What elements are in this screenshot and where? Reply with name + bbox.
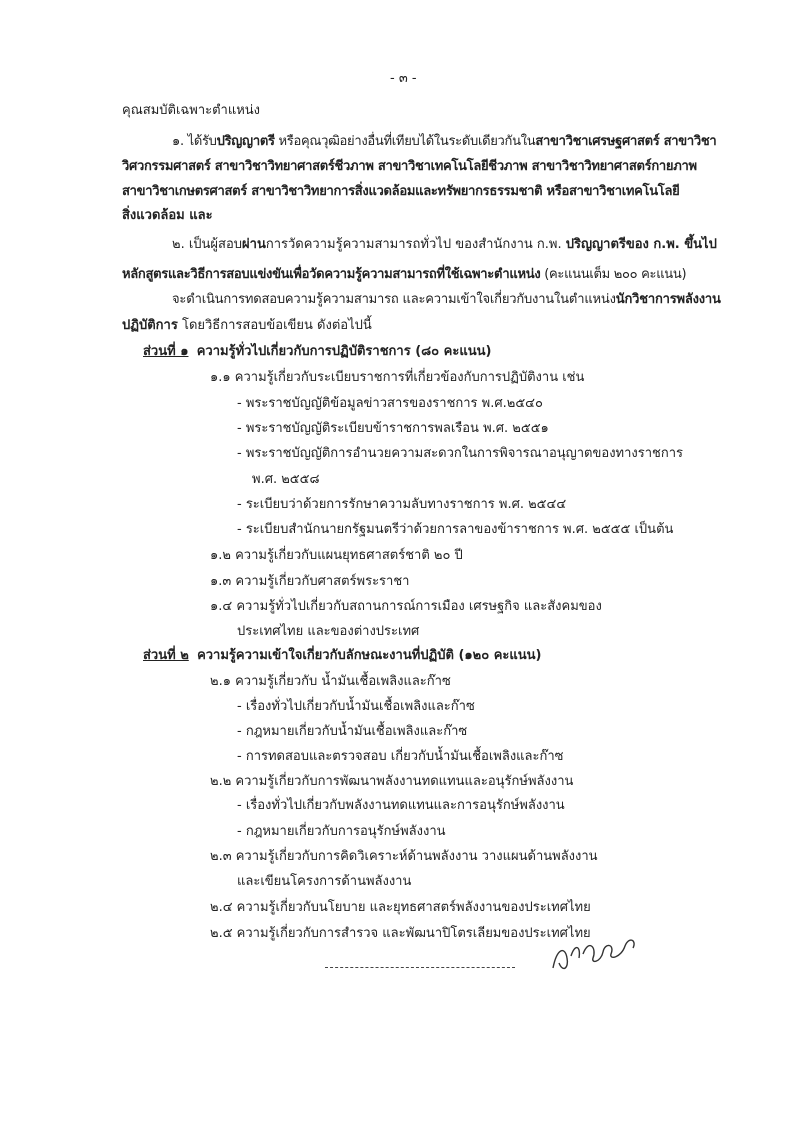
item-2-1: ๒.๑ ความรู้เกี่ยวกับ น้ำมันเชื้อเพลิงและก๊าซ: [210, 674, 451, 689]
item-1-2: ๑.๒ ความรู้เกี่ยวกับแผนยุทธศาสตร์ชาติ ๒๐ ปี: [210, 548, 463, 563]
item-2-3-continuation: และเขียนโครงการด้านพลังงาน: [237, 874, 412, 889]
bullet: - พระราชบัญญัติการอำนวยความสะดวกในการพิจารณาอนุญาตของทางราชการ: [237, 446, 684, 461]
item-2-4: ๒.๔ ความรู้เกี่ยวกับนโยบาย และยุทธศาสตร์พลังงานของประเทศไทย: [210, 900, 591, 915]
qualification-1-line4: สิ่งแวดล้อม และ: [122, 208, 213, 223]
intro-line2: ปฏิบัติการ โดยวิธีการสอบข้อเขียน ดังต่อไปนี้: [122, 318, 372, 333]
section-heading: คุณสมบัติเฉพาะตำแหน่ง: [122, 103, 261, 118]
curriculum-heading: หลักสูตรและวิธีการสอบแข่งขันเพื่อวัดความรู้ความสามารถที่ใช้เฉพาะตำแหน่ง (คะแนนเต็ม ๒๐๐ คะแนน): [122, 267, 687, 282]
page-number: - ๓ -: [390, 71, 417, 86]
bullet: - กฎหมายเกี่ยวกับการอนุรักษ์พลังงาน: [237, 824, 446, 839]
bullet: - ระเบียบว่าด้วยการรักษาความลับทางราชการ พ.ศ. ๒๕๔๔: [237, 497, 567, 512]
bullet: - พระราชบัญญัติระเบียบข้าราชการพลเรือน พ.ศ. ๒๕๕๑: [237, 421, 549, 436]
end-divider: [325, 967, 515, 968]
qualification-2: ๒. เป็นผู้สอบผ่านการวัดความรู้ความสามารถทั่วไป ของสำนักงาน ก.พ. ปริญญาตรีของ ก.พ. ขึ้นไป: [172, 237, 717, 252]
handwritten-signature: [545, 918, 645, 978]
item-1-4-continuation: ประเทศไทย และของต่างประเทศ: [237, 624, 420, 639]
intro-line1: จะดำเนินการทดสอบความรู้ความสามารถ และความเข้าใจเกี่ยวกับงานในตำแหน่งนักวิชาการพลังงาน: [172, 292, 721, 307]
bullet-continuation: พ.ศ. ๒๕๕๘: [252, 472, 320, 487]
item-1-1: ๑.๑ ความรู้เกี่ยวกับระเบียบราชการที่เกี่ยวข้องกับการปฏิบัติงาน เช่น: [210, 370, 585, 385]
bullet: - พระราชบัญญัติข้อมูลข่าวสารของราชการ พ.ศ.๒๕๔๐: [237, 396, 543, 411]
item-2-5: ๒.๕ ความรู้เกี่ยวกับการสำรวจ และพัฒนาปิโตรเลียมของประเทศไทย: [210, 926, 591, 941]
qualification-1-line2: วิศวกรรมศาสตร์ สาขาวิชาวิทยาศาสตร์ชีวภาพ สาขาวิชาเทคโนโลยีชีวภาพ สาขาวิชาวิทยาศาสตร์กายภาพ: [122, 159, 697, 174]
item-2-2: ๒.๒ ความรู้เกี่ยวกับการพัฒนาพลังงานทดแทนและอนุรักษ์พลังงาน: [210, 774, 574, 789]
bullet: - ระเบียบสำนักนายกรัฐมนตรีว่าด้วยการลาของข้าราชการ พ.ศ. ๒๕๕๕ เป็นต้น: [237, 522, 674, 537]
bullet: - การทดสอบและตรวจสอบ เกี่ยวกับน้ำมันเชื้อเพลิงและก๊าซ: [237, 749, 564, 764]
qualification-1: ๑. ได้รับปริญญาตรี หรือคุณวุฒิอย่างอื่นที่เทียบได้ในระดับเดียวกันในสาขาวิชาเศรษฐศาสตร์ สาขาวิชา: [172, 134, 717, 149]
item-2-3: ๒.๓ ความรู้เกี่ยวกับการคิดวิเคราะห์ด้านพลังงาน วางแผนด้านพลังงาน: [210, 849, 598, 864]
bullet: - กฎหมายเกี่ยวกับน้ำมันเชื้อเพลิงและก๊าซ: [237, 724, 468, 739]
item-1-3: ๑.๓ ความรู้เกี่ยวกับศาสตร์พระราชา: [210, 574, 410, 589]
bullet: - เรื่องทั่วไปเกี่ยวกับน้ำมันเชื้อเพลิงและก๊าซ: [237, 699, 475, 714]
qualification-1-line3: สาขาวิชาเกษตรศาสตร์ สาขาวิชาวิทยาการสิ่งแวดล้อมและทรัพยากรธรรมชาติ หรือสาขาวิชาเทคโนโลยี: [122, 184, 680, 199]
item-1-4: ๑.๔ ความรู้ทั่วไปเกี่ยวกับสถานการณ์การเมือง เศรษฐกิจ และสังคมของ: [210, 599, 602, 614]
part2-heading: ส่วนที่ ๒ ความรู้ความเข้าใจเกี่ยวกับลักษณะงานที่ปฏิบัติ (๑๒๐ คะแนน): [143, 648, 542, 663]
bullet: - เรื่องทั่วไปเกี่ยวกับพลังงานทดแทนและการอนุรักษ์พลังงาน: [237, 798, 565, 813]
part1-heading: ส่วนที่ ๑ ความรู้ทั่วไปเกี่ยวกับการปฏิบัติราชการ (๘๐ คะแนน): [143, 344, 492, 359]
